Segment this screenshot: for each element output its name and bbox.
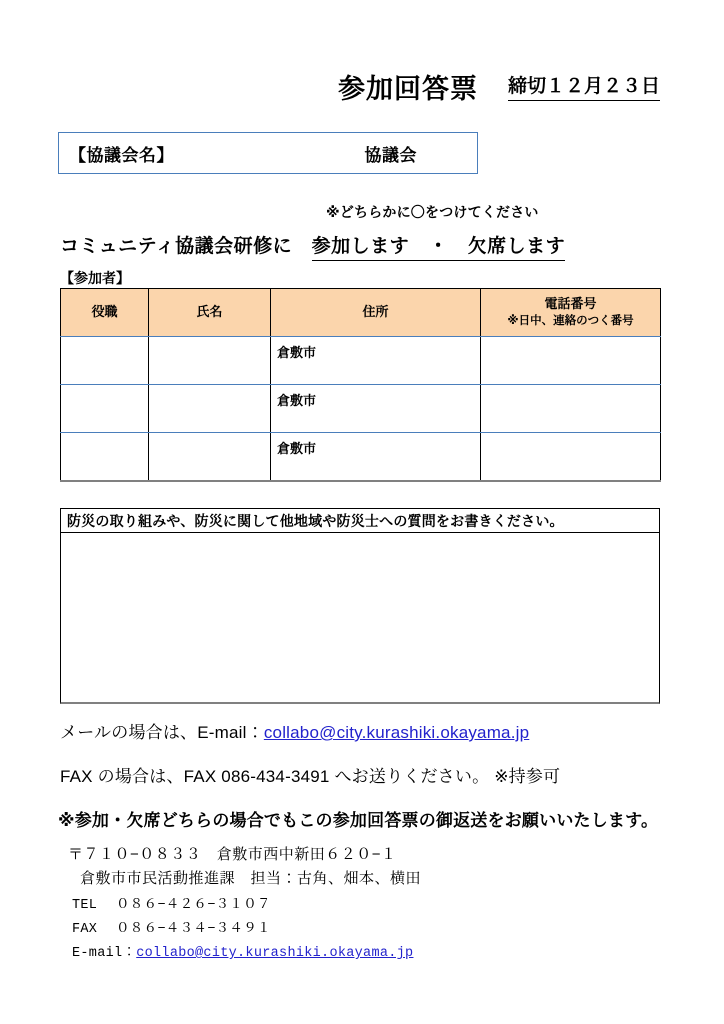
table-header-row	[61, 289, 661, 337]
footer-email-link[interactable]: collabo@city.kurashiki.okayama.jp	[136, 946, 414, 961]
title-row	[0, 76, 660, 103]
footer-contact-block	[68, 843, 421, 964]
circle-instruction: ※どちらかに〇をつけてください	[326, 204, 539, 220]
cell-address[interactable]: 倉敷市	[271, 385, 481, 433]
cell-address[interactable]: 倉敷市	[271, 337, 481, 385]
attendance-choices[interactable]: 参加します ・ 欠席します	[312, 231, 566, 261]
mail-instruction-prefix: メールの場合は、E-mail：	[60, 723, 264, 742]
participants-table	[60, 288, 661, 482]
mail-address-link[interactable]: collabo@city.kurashiki.okayama.jp	[263, 723, 530, 742]
cell-name[interactable]	[149, 385, 271, 433]
footer-tel-value: ０８６−４２６−３１０７	[116, 898, 271, 913]
footer-department: 倉敷市市民活動推進課 担当：古角、畑本、横田	[80, 870, 422, 887]
footer-fax-value: ０８６−４３４−３４９１	[116, 922, 271, 937]
mail-instruction-line	[60, 718, 529, 743]
cell-position[interactable]	[61, 337, 149, 385]
cell-phone[interactable]	[481, 337, 661, 385]
table-row	[61, 385, 661, 433]
participants-section-label: 【参加者】	[60, 270, 130, 286]
page-title: 参加回答票	[337, 74, 478, 104]
question-box-heading: 防災の取り組みや、防災に関して他地域や防災士への質問をお書きください。	[61, 509, 659, 533]
table-row	[61, 433, 661, 481]
column-header-position-text: 役職	[91, 304, 118, 320]
column-header-address-text: 住所	[362, 304, 389, 320]
cell-phone[interactable]	[481, 433, 661, 481]
deadline-text: 締切１２月２３日	[508, 77, 660, 101]
column-header-phone	[481, 289, 661, 337]
council-name-box[interactable]	[58, 132, 478, 174]
council-name-suffix: 協議会	[364, 145, 417, 165]
cell-name[interactable]	[149, 433, 271, 481]
footer-tel-label: TEL	[72, 898, 98, 913]
column-header-name	[149, 289, 271, 337]
column-header-phone-text: 電話番号	[544, 296, 597, 311]
column-header-name-text: 氏名	[196, 304, 223, 320]
question-box	[60, 508, 660, 704]
table-row	[61, 337, 661, 385]
footer-email-line	[72, 940, 421, 961]
cell-address[interactable]: 倉敷市	[271, 433, 481, 481]
cell-phone[interactable]	[481, 385, 661, 433]
council-name-label: 【協議会名】	[69, 145, 174, 165]
attendance-line	[60, 231, 565, 261]
attendance-prompt: コミュニティ協議会研修に	[60, 236, 312, 257]
footer-fax-label: FAX	[72, 922, 98, 937]
cell-position[interactable]	[61, 385, 149, 433]
return-notice-line: ※参加・欠席どちらの場合でもこの参加回答票の御返送をお願いいたします。	[58, 811, 659, 830]
footer-postal-address: 〒７１０−０８３３ 倉敷市西中新田６２０−１	[68, 846, 397, 863]
column-header-address	[271, 289, 481, 337]
fax-instruction-line: FAX の場合は、FAX 086-434-3491 へお送りください。 ※持参可	[60, 767, 561, 786]
question-box-input[interactable]	[61, 533, 659, 726]
footer-fax-line	[72, 916, 421, 937]
footer-email-label: E-mail：	[72, 946, 137, 961]
column-header-position	[61, 289, 149, 337]
cell-name[interactable]	[149, 337, 271, 385]
footer-tel-line	[72, 892, 421, 913]
cell-position[interactable]	[61, 433, 149, 481]
column-header-phone-subtext: ※日中、連絡のつく番号	[507, 314, 634, 327]
